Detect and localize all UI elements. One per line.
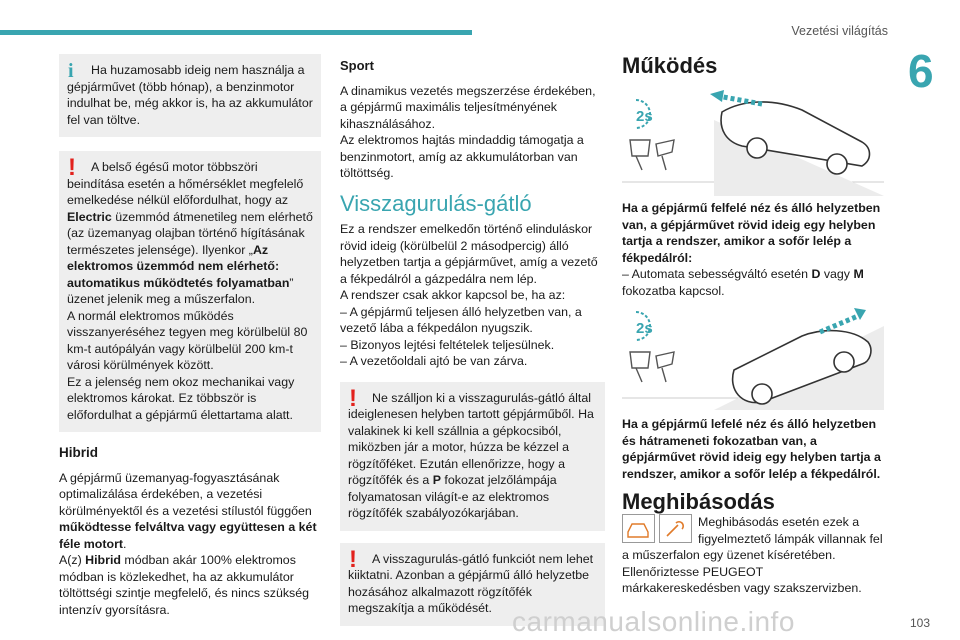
warning-text: Ne szálljon ki a visszagurulás-gátló által ideiglenesen helyben tartott gépjárműből. Ha valakinek ki kell szállnia a gépkocsiból, miközben jár a motor, húzza be kézzel a rögzítőféket. Ezután ellenőrizze, hogy a rögzítőfék és a P fokozat jelzőlámpája folyamatosan világít-e az elektromos rögzítőfék szabályozókarjában. xyxy=(348,390,594,520)
hybrid-title: Hibrid xyxy=(59,445,98,460)
hybrid-paragraph: A gépjármű üzemanyag-fogyasztásának optimalizálása érdekében, a vezetési körülményektől és a vezetési stílustól függően működtesse felváltva vagy együttesen a két féle motort. xyxy=(59,470,317,551)
warning-text-3: Ez a jelenség nem okoz mechanikai vagy elektromos károkat. Ez többször is előfordulhat a gépjármű élettartama alatt. xyxy=(67,374,295,422)
operation-title: Működés xyxy=(622,53,718,78)
hill-paragraph-2: A rendszer csak akkor kapcsol be, ha az: xyxy=(340,288,566,302)
operation-text xyxy=(622,200,884,299)
warning-icon: ! xyxy=(68,154,76,181)
warning-box-exit xyxy=(340,382,605,531)
warning-text-2: A normál elektromos működés visszanyeréséhez tegyen meg körülbelül 80 km-t autópályán vagy körülbelül 200 km-t városi körülmények között. xyxy=(67,308,308,372)
hill-list-item: – A vezetőoldali ajtó be van zárva. xyxy=(340,354,528,368)
chapter-number: 6 xyxy=(908,45,934,97)
section-title: Vezetési világítás xyxy=(791,24,888,38)
timer-label: 2s xyxy=(636,108,653,125)
uphill-list-item: – Automata sebességváltó esetén D vagy M fokozatba kapcsol. xyxy=(622,267,864,298)
uphill-description: Ha a gépjármű felfelé néz és álló helyzetben van, a gépjárművet rövid ideig egy helyben tartja a rendszer, amikor a sofőr lelép a fékpedálról: xyxy=(622,201,881,265)
downhill-illustration xyxy=(622,306,884,410)
warning-text: A belső égésű motor többszöri beindítása esetén a hőmérséklet megfelelő emelkedése nélkül előfordulhat, hogy az Electric üzemmód átmenetileg nem elérhető (az üzemanyag olajban történő hígításának természetes jelensége). Ilyenkor „Az elektromos üzemmód nem elérhető: automatikus működtetés folyamatban” üzenet jelenik meg a műszerfalon. xyxy=(67,160,313,306)
hill-paragraph: Ez a rendszer emelkedőn történő elinduláskor rövid ideig (körülbelül 2 másodpercig) álló helyzetben tartja a gépjárművet, amíg a vezető a fékpedálról a gázpedálra nem lép. xyxy=(340,222,598,286)
warning-icon: ! xyxy=(349,545,357,573)
hill-list-item: – Bizonyos lejtési feltételek teljesülnek. xyxy=(340,337,555,352)
info-icon: i xyxy=(68,60,74,82)
downhill-description: Ha a gépjármű lefelé néz és álló helyzetben és hátrameneti fokozatban van, a gépjárművet rövid ideig egy helyben tartja a rendszer, amikor a sofőr lelép a fékpedálról. xyxy=(622,417,881,481)
timer-label: 2s xyxy=(636,320,653,337)
hill-list-item: – A gépjármű teljesen álló helyzetben van, a vezető lába a fékpedálon nyugszik. xyxy=(340,304,582,335)
pedal-icon xyxy=(630,140,674,170)
warning-icon: ! xyxy=(349,384,357,412)
fault-paragraph: Meghibásodás esetén ezek a figyelmeztető lámpák villannak fel a műszerfalon egy üzenet kíséretében. Ellenőriztesse PEUGEOT márkakereskedésben vagy szakszervizben. xyxy=(622,515,883,595)
sport-title: Sport xyxy=(340,58,374,73)
sport-paragraph-2: Az elektromos hajtás mindaddig támogatja a benzinmotort, amíg az akkumulátorban van töltöttség. xyxy=(340,133,584,180)
fault-section xyxy=(622,514,884,597)
arrow-up-icon xyxy=(710,90,762,104)
info-text: Ha huzamosabb ideig nem használja a gépjárművet (több hónap), a benzinmotor indulhat be, még akkor is, ha az akkumulátor fel van töltve. xyxy=(67,63,313,127)
header-accent-bar xyxy=(0,30,472,35)
watermark: carmanualsonline.info xyxy=(512,606,795,637)
column-left xyxy=(59,54,321,618)
fault-title: Meghibásodás xyxy=(622,489,775,514)
warning-text: A visszagurulás-gátló funkciót nem lehet kiiktatni. Azonban a gépjármű álló helyzetbe hozásához alkalmazott rögzítőfék megszakítja a működését. xyxy=(348,551,594,615)
hill-assist-title: Visszagurulás-gátló xyxy=(340,190,532,216)
arrow-up-right-icon xyxy=(820,308,866,332)
car-downhill-icon xyxy=(714,326,884,410)
page-number: 103 xyxy=(909,616,930,630)
uphill-illustration xyxy=(622,90,884,196)
warning-box-engine xyxy=(59,151,321,432)
timer-2s-icon xyxy=(636,100,653,128)
pedal-icon xyxy=(630,352,674,382)
sport-paragraph: A dinamikus vezetés megszerzése érdekében, a gépjármű maximális teljesítményének kihasználásához. xyxy=(340,83,596,131)
warning-lamps-icon xyxy=(622,514,692,544)
info-box xyxy=(59,54,321,137)
downhill-text xyxy=(622,416,884,514)
column-right xyxy=(622,53,884,78)
hybrid-paragraph-2: A(z) Hibrid módban akár 100% elektromos módban is közlekedhet, ha az akkumulátor töltöttségi szintje megfelelő, és nincs szükség intenzív gyorsításra. xyxy=(59,553,310,617)
column-middle xyxy=(340,58,605,626)
timer-2s-icon xyxy=(636,312,653,340)
